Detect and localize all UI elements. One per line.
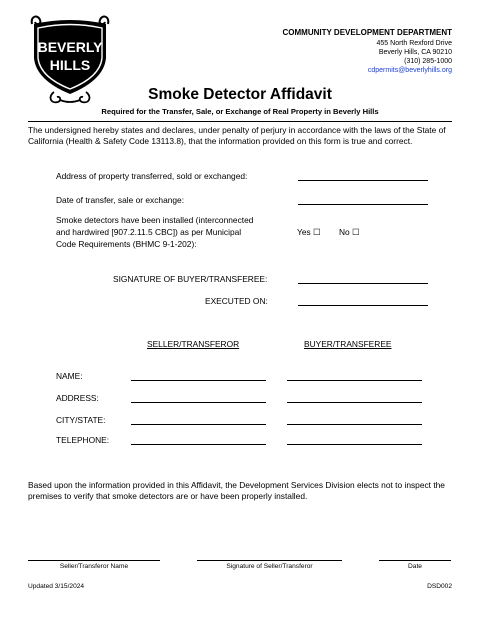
seller-name-caption: Seller/Transferor Name — [59, 563, 129, 570]
transfer-date-label: Date of transfer, sale or exchange: — [56, 195, 185, 205]
declaration-paragraph: The undersigned hereby states and declares, under penalty of perjury in accordance with the laws of the State of California (Health & Safety Code 13113.8), that the information provided on this form is true and correct. — [28, 125, 446, 146]
department-email-link[interactable]: cdpermits@beverlyhills.org — [367, 67, 452, 74]
buyer-address-field[interactable] — [287, 402, 422, 403]
buyer-telephone-field[interactable] — [287, 444, 422, 445]
no-checkbox[interactable]: No ☐ — [339, 227, 360, 237]
seller-name-field[interactable] — [131, 380, 266, 381]
date-caption: Date — [408, 563, 422, 570]
smoke-detector-question-line1: Smoke detectors have been installed (interconnected — [56, 215, 254, 225]
transfer-date-field[interactable] — [298, 204, 428, 205]
closing-paragraph: Based upon the information provided in this Affidavit, the Development Services Division elects not to inspect the premises to verify that smoke detectors are or have been properly installed. — [28, 480, 445, 501]
executed-on-label: EXECUTED ON: — [205, 296, 268, 306]
smoke-detector-question-line2: and hardwired [907.2.11.5 CBC]) as per Municipal — [56, 227, 242, 237]
property-address-label: Address of property transferred, sold or exchanged: — [56, 171, 248, 181]
department-address-line1: 455 North Rexford Drive — [376, 40, 452, 47]
telephone-label: TELEPHONE: — [56, 435, 110, 445]
yes-checkbox[interactable]: Yes ☐ — [297, 227, 321, 237]
name-label: NAME: — [56, 371, 83, 381]
seller-city-state-field[interactable] — [131, 424, 266, 425]
updated-date: Updated 3/15/2024 — [28, 583, 85, 590]
city-state-label: CITY/STATE: — [56, 415, 106, 425]
seller-column-header: SELLER/TRANSFEROR — [147, 339, 240, 349]
buyer-signature-field[interactable] — [298, 283, 428, 284]
smoke-detector-question-line3: Code Requirements (BHMC 9-1-202): — [56, 239, 197, 249]
department-name: COMMUNITY DEVELOPMENT DEPARTMENT — [282, 28, 452, 37]
buyer-column-header: BUYER/TRANSFEREE — [304, 339, 392, 349]
seller-name-signature-line[interactable] — [28, 560, 160, 561]
title-divider — [28, 121, 452, 122]
form-title: Smoke Detector Affidavit — [148, 86, 332, 103]
department-address-line2: Beverly Hills, CA 90210 — [378, 49, 452, 56]
form-code: DSD002 — [427, 583, 452, 590]
seller-telephone-field[interactable] — [131, 444, 266, 445]
address-label: ADDRESS: — [56, 393, 99, 403]
logo-text-beverly: BEVERLY — [37, 39, 103, 55]
buyer-city-state-field[interactable] — [287, 424, 422, 425]
executed-on-field[interactable] — [298, 305, 428, 306]
property-address-field[interactable] — [298, 180, 428, 181]
buyer-name-field[interactable] — [287, 380, 422, 381]
seller-address-field[interactable] — [131, 402, 266, 403]
seller-signature-caption: Signature of Seller/Transferor — [226, 563, 313, 570]
department-phone: (310) 285-1000 — [404, 58, 452, 65]
seller-signature-line[interactable] — [197, 560, 342, 561]
buyer-signature-label: SIGNATURE OF BUYER/TRANSFEREE: — [113, 274, 268, 284]
date-signature-line[interactable] — [379, 560, 451, 561]
form-subtitle: Required for the Transfer, Sale, or Exchange of Real Property in Beverly Hills — [101, 107, 379, 116]
logo-text-hills: HILLS — [49, 57, 91, 73]
